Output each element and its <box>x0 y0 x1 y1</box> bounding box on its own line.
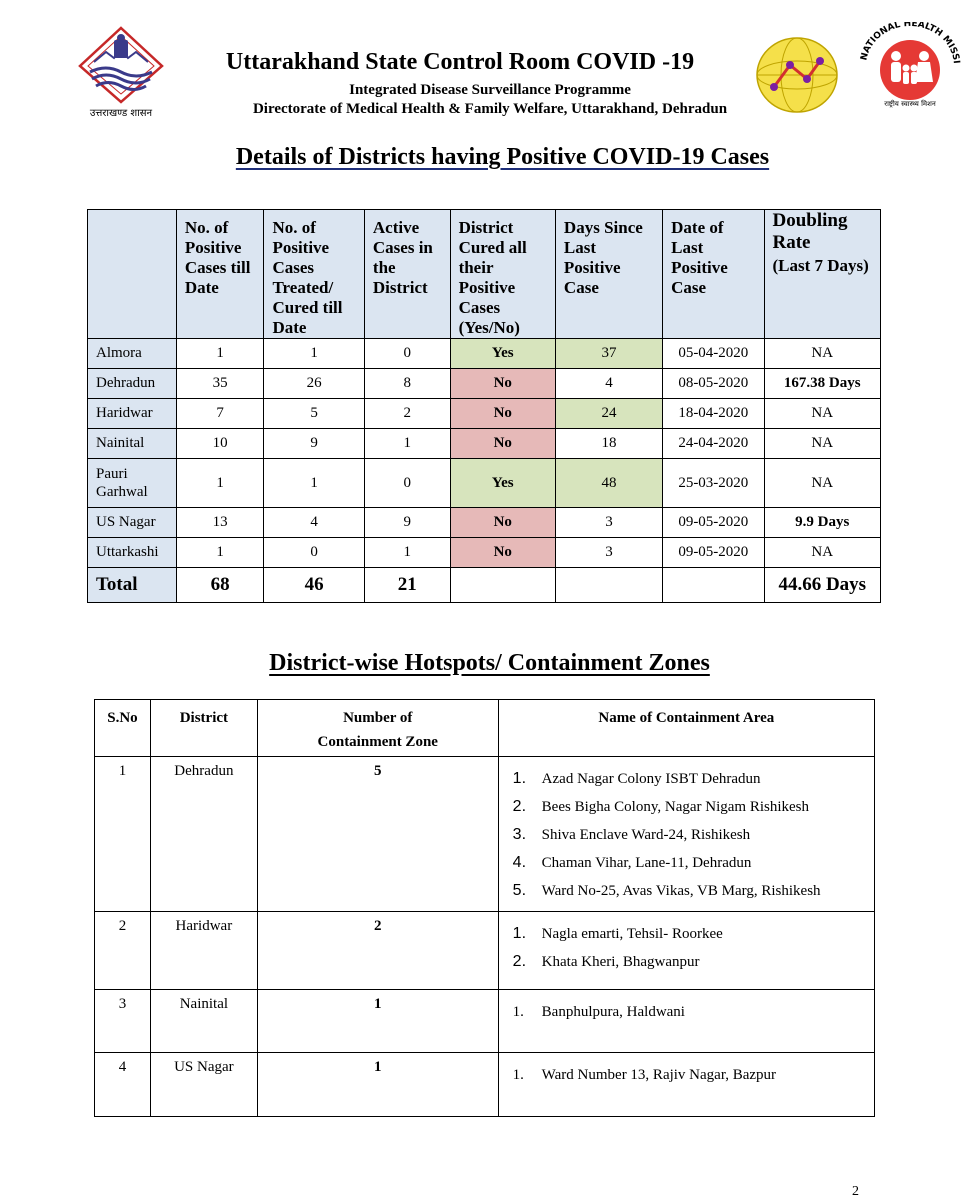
cell-positive: 35 <box>176 369 264 399</box>
zones-table-title: District-wise Hotspots/ Containment Zones <box>269 650 710 676</box>
cell-active: 1 <box>364 429 450 459</box>
area-list <box>513 1061 868 1089</box>
list-number: 1. <box>512 1067 524 1083</box>
cell-total-active: 21 <box>364 568 450 603</box>
cell-positive: 1 <box>176 538 264 568</box>
header-sno: S.No <box>95 700 151 757</box>
page-title: Uttarakhand State Control Room COVID -19 <box>225 49 695 75</box>
cell-zone-district: Nainital <box>150 990 257 1053</box>
table-row <box>88 459 881 508</box>
cell-last-date: 05-04-2020 <box>663 339 764 369</box>
header-last-date: Date of Last Positive Case <box>663 210 764 339</box>
cell-zone-areas <box>498 1053 874 1117</box>
uttarakhand-govt-logo <box>76 26 166 126</box>
table-row <box>88 429 881 459</box>
cell-last-date: 24-04-2020 <box>663 429 764 459</box>
cell-district: Nainital <box>88 429 177 459</box>
list-number: 5. <box>512 882 527 899</box>
area-list <box>513 998 868 1026</box>
cell-active: 2 <box>364 399 450 429</box>
cell-zone-district: Dehradun <box>150 757 257 912</box>
list-item <box>513 765 868 793</box>
total-row <box>88 568 881 603</box>
cell-cured-all: No <box>450 399 555 429</box>
cell-cured: 5 <box>264 399 364 429</box>
cell-doubling: NA <box>764 429 881 459</box>
cell-zone-areas <box>498 757 874 912</box>
area-name: Ward No-25, Avas Vikas, VB Marg, Rishikesh <box>541 883 821 899</box>
area-name: Azad Nagar Colony ISBT Dehradun <box>541 771 761 787</box>
cell-positive: 1 <box>176 339 264 369</box>
cell-days-since: 3 <box>555 538 662 568</box>
list-number: 4. <box>512 854 527 871</box>
cell-zone-count: 1 <box>257 1053 498 1117</box>
zones-table-header-row <box>95 700 875 757</box>
header-zone-district: District <box>150 700 257 757</box>
cell-total-doubling: 44.66 Days <box>764 568 881 603</box>
cell-doubling: 9.9 Days <box>764 508 881 538</box>
cell-total-empty <box>450 568 555 603</box>
list-item <box>513 793 868 821</box>
cell-days-since: 24 <box>555 399 662 429</box>
list-item <box>513 998 868 1026</box>
cell-total-positive: 68 <box>176 568 264 603</box>
cell-district: Dehradun <box>88 369 177 399</box>
table-row <box>88 369 881 399</box>
cell-zone-district: US Nagar <box>150 1053 257 1117</box>
table-row <box>95 912 875 990</box>
cell-cured-all: No <box>450 538 555 568</box>
list-item <box>513 920 868 948</box>
cell-cured-all: Yes <box>450 339 555 369</box>
page-subtitle-directorate: Directorate of Medical Health & Family Welfare, Uttarakhand, Dehradun <box>252 101 728 117</box>
cell-total-empty <box>663 568 764 603</box>
cell-district: US Nagar <box>88 508 177 538</box>
cell-zone-areas <box>498 912 874 990</box>
cell-doubling: NA <box>764 399 881 429</box>
cell-zone-count: 5 <box>257 757 498 912</box>
nhm-logo <box>852 22 967 122</box>
cell-sno: 2 <box>95 912 151 990</box>
idsp-logo <box>752 35 842 115</box>
page-subtitle-programme: Integrated Disease Surveillance Programme <box>349 82 631 98</box>
header-district <box>88 210 177 339</box>
header-cured-all: District Cured all their Positive Cases (Yes/No) <box>450 210 555 339</box>
cases-table-header-row <box>88 210 881 339</box>
cell-cured: 4 <box>264 508 364 538</box>
cell-active: 0 <box>364 339 450 369</box>
header-doubling-label: Doubling Rate <box>772 210 848 253</box>
cell-zone-areas <box>498 990 874 1053</box>
cell-cured-all: Yes <box>450 459 555 508</box>
cell-last-date: 25-03-2020 <box>663 459 764 508</box>
cell-doubling: NA <box>764 459 881 508</box>
cell-days-since: 3 <box>555 508 662 538</box>
cell-cured: 26 <box>264 369 364 399</box>
cell-cured-all: No <box>450 508 555 538</box>
header-zone-areas: Name of Containment Area <box>498 700 874 757</box>
table-row <box>88 538 881 568</box>
cell-last-date: 08-05-2020 <box>663 369 764 399</box>
cell-last-date: 09-05-2020 <box>663 538 764 568</box>
nhm-family-icon <box>852 22 967 102</box>
cell-active: 1 <box>364 538 450 568</box>
cell-cured: 1 <box>264 339 364 369</box>
page-header <box>0 0 979 140</box>
cell-active: 0 <box>364 459 450 508</box>
area-name: Chaman Vihar, Lane-11, Dehradun <box>541 855 752 871</box>
header-positive: No. of Positive Cases till Date <box>176 210 264 339</box>
table-row <box>88 508 881 538</box>
table-row <box>95 990 875 1053</box>
area-list <box>513 920 868 976</box>
uttarakhand-govt-emblem-icon <box>76 26 166 104</box>
nhm-ring-text: NATIONAL HEALTH MISSI <box>859 22 961 65</box>
cell-cured: 1 <box>264 459 364 508</box>
area-name: Banphulpura, Haldwani <box>541 1004 685 1020</box>
list-item <box>513 821 868 849</box>
list-number: 1. <box>512 1004 524 1020</box>
table-row <box>88 339 881 369</box>
cell-cured: 0 <box>264 538 364 568</box>
cell-positive: 13 <box>176 508 264 538</box>
cell-district: Almora <box>88 339 177 369</box>
cell-sno: 1 <box>95 757 151 912</box>
cell-days-since: 48 <box>555 459 662 508</box>
list-number: 2. <box>512 953 527 970</box>
list-number: 1. <box>512 925 527 942</box>
cell-positive: 1 <box>176 459 264 508</box>
cell-doubling: 167.38 Days <box>764 369 881 399</box>
list-item <box>513 849 868 877</box>
cell-cured-all: No <box>450 369 555 399</box>
cell-zone-count: 1 <box>257 990 498 1053</box>
left-logo-caption: उत्तराखण्ड शासन <box>89 108 153 119</box>
cell-positive: 7 <box>176 399 264 429</box>
containment-zones-table <box>94 699 875 1117</box>
header-doubling-sub: (Last 7 Days) <box>772 256 869 275</box>
area-name: Khata Kheri, Bhagwanpur <box>541 954 700 970</box>
table-row <box>95 757 875 912</box>
page-number: 2 <box>852 1184 859 1199</box>
cell-active: 8 <box>364 369 450 399</box>
cell-zone-district: Haridwar <box>150 912 257 990</box>
list-number: 1. <box>512 770 527 787</box>
cell-total-label: Total <box>88 568 177 603</box>
header-cured: No. of Positive Cases Treated/ Cured till Date <box>264 210 364 339</box>
area-name: Shiva Enclave Ward-24, Rishikesh <box>541 827 751 843</box>
cell-doubling: NA <box>764 339 881 369</box>
list-item <box>513 877 868 905</box>
cell-active: 9 <box>364 508 450 538</box>
nhm-logo-caption: राष्ट्रीय स्वास्थ्य मिशन <box>884 100 936 108</box>
cell-days-since: 37 <box>555 339 662 369</box>
header-doubling <box>764 210 881 339</box>
cell-last-date: 09-05-2020 <box>663 508 764 538</box>
cases-table-title: Details of Districts having Positive COVID-19 Cases <box>235 144 770 170</box>
district-cases-table <box>87 209 881 603</box>
header-days-since: Days Since Last Positive Case <box>555 210 662 339</box>
area-name: Ward Number 13, Rajiv Nagar, Bazpur <box>541 1067 777 1083</box>
cell-days-since: 4 <box>555 369 662 399</box>
cell-district: Haridwar <box>88 399 177 429</box>
cell-cured-all: No <box>450 429 555 459</box>
cell-sno: 4 <box>95 1053 151 1117</box>
cell-days-since: 18 <box>555 429 662 459</box>
table-row <box>95 1053 875 1117</box>
cell-last-date: 18-04-2020 <box>663 399 764 429</box>
list-number: 2. <box>512 798 527 815</box>
cell-district: Uttarkashi <box>88 538 177 568</box>
cell-district: Pauri Garhwal <box>88 459 177 508</box>
area-name: Bees Bigha Colony, Nagar Nigam Rishikesh <box>541 799 809 815</box>
cell-total-cured: 46 <box>264 568 364 603</box>
list-item <box>513 948 868 976</box>
cell-cured: 9 <box>264 429 364 459</box>
area-list <box>513 765 868 905</box>
idsp-globe-icon <box>752 35 842 115</box>
header-active: Active Cases in the District <box>364 210 450 339</box>
table-row <box>88 399 881 429</box>
cell-sno: 3 <box>95 990 151 1053</box>
cell-zone-count: 2 <box>257 912 498 990</box>
cell-doubling: NA <box>764 538 881 568</box>
area-name: Nagla emarti, Tehsil- Roorkee <box>541 926 723 942</box>
list-number: 3. <box>512 826 527 843</box>
cell-positive: 10 <box>176 429 264 459</box>
list-item <box>513 1061 868 1089</box>
header-zone-count: Number of Containment Zone <box>257 700 498 757</box>
cell-total-empty <box>555 568 662 603</box>
